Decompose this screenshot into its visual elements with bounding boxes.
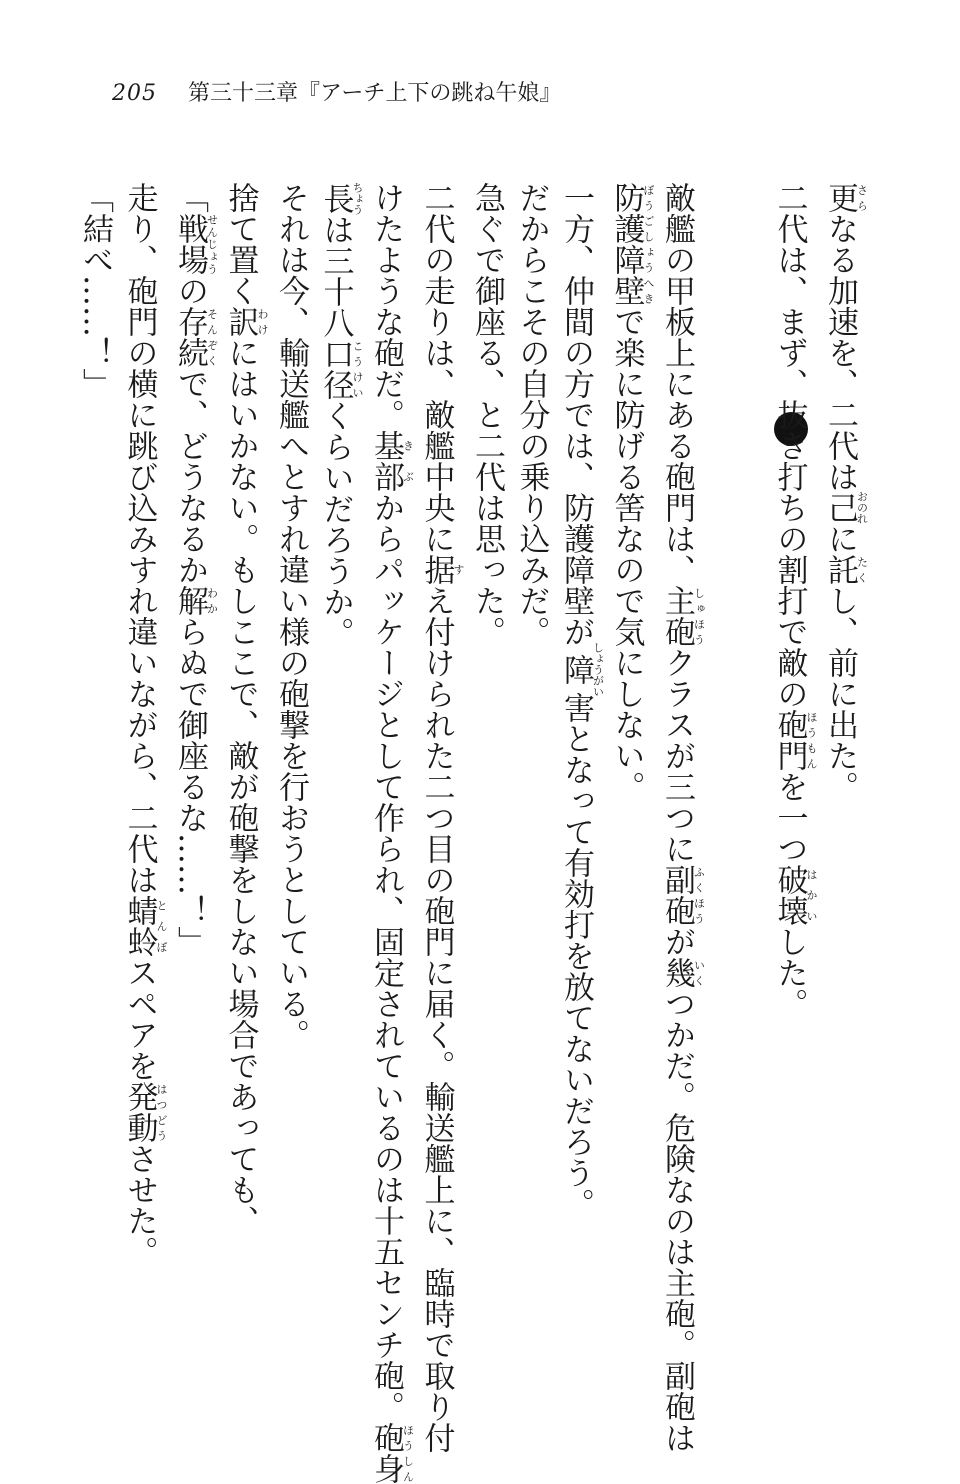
- text-line: 長ちょうは三十八口径こうけいくらいだろうか。: [317, 182, 364, 648]
- text-line: それは今、輸送艦へとすれ違い様の砲撃を行おうとしている。: [273, 182, 309, 1050]
- text-line: 二代の走りは、敵艦中央に据すえ付けられた二つ目の砲門に届く。輸送艦上に、臨時で取り付: [418, 182, 465, 1453]
- text-line: 二代は、まず、抜き打ちの割打で敵の砲門ほうもんを一つ破壊はかいした。: [771, 182, 818, 1019]
- text-line: 敵艦の甲板上にある砲門は、主砲しゅほうクラスが三つに副砲ふくほうが幾いくつかだ。危険なのは主砲。副砲は: [659, 182, 706, 1453]
- page-number: 205: [112, 81, 157, 106]
- text-line: 更さらなる加速を、二代は己おのれに託たくし、前に出た。: [822, 182, 869, 802]
- dialogue-line: 「結べ……！」: [77, 182, 113, 399]
- running-header: [112, 76, 561, 107]
- vertical-body-text: [73, 182, 869, 1484]
- text-line: 防護障壁ぼうごしょうへきで楽に防げる筈なので気にしない。: [608, 182, 655, 802]
- text-line: 一方、仲間の方では、防護障壁が障しょうがい害となって有効打を放てないだろう。: [558, 182, 605, 1219]
- text-line: 捨て置く訳わけにはいかない。もしここで、敵が砲撃をしない場合であっても、: [222, 182, 269, 1236]
- text-line: 走り、砲門の横に跳び込みすれ違いながら、二代は蜻蛉とんぼスペアを発動はつどうさせた。: [121, 182, 168, 1267]
- text-line: けたような砲だ。基部きぶからパッケージとして作られ、固定されているのは十五センチ砲。砲身ほうしん: [368, 182, 415, 1484]
- chapter-title: 第三十三章『アーチ上下の跳ね午娘』: [188, 81, 562, 106]
- text-line: だからこその自分の乗り込みだ。: [513, 182, 550, 647]
- dialogue-line: 「戦場せんじょうの存続そんぞくで、どうなるか解わからぬで御座るな……！」: [172, 182, 219, 957]
- text-line: 急ぐで御座る、と二代は思った。: [469, 182, 505, 647]
